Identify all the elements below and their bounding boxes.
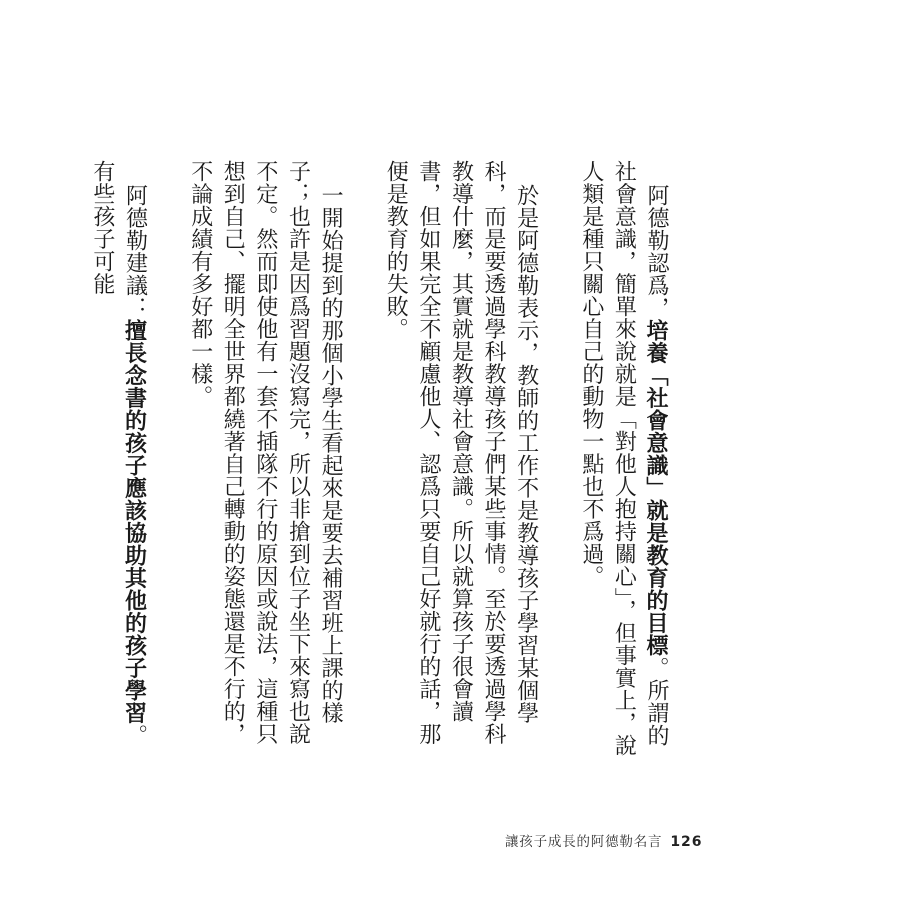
paragraph-3: 一開始提到的那個小學生看起來是要去補習班上課的樣子；也許是因爲習題沒寫完，所以非搶到位子坐下來寫也說不定。然而即使他有一套不插隊不行的原因或說法，這種只想到自己、擺明全世界都繞著自己轉動的姿態還是不行的，不論成績有多好都一樣。 [187,160,344,745]
vertical-text-body [85,160,672,765]
running-title: 讓孩子成長的阿德勒名言 [505,834,663,850]
paragraph-1-rest: 。所謂的社會意識，簡單來說就是「對他人抱持關心」，但事實上，說人類是種只關心自己的動物一點也不爲過。 [578,160,669,757]
paragraph-1-lead: 阿德勒認爲， [644,184,669,320]
page-number: 126 [670,834,703,850]
paragraph-4-rest: 。有些孩子可能 [89,160,148,747]
paragraph-4-lead: 阿德勒建議： [122,184,148,320]
paragraph-2: 於是阿德勒表示，教師的工作不是教導孩子學習某個學科，而是要透過學科教導孩子們某些事情。至於要透過學科教導什麼，其實就是教導社會意識。所以就算孩子很會讀書，但如果完全不顧慮他人、認爲只要自己好就行的話，那便是教育的失敗。 [383,160,539,745]
page-footer [505,830,705,850]
paragraph-4-emphasis: 擅長念書的孩子應該協助其他的孩子學習 [121,319,148,725]
paragraph-4 [85,160,150,765]
paragraph-1-emphasis: 培養「社會意識」就是教育的目標 [643,319,669,657]
paragraph-1 [574,160,672,765]
